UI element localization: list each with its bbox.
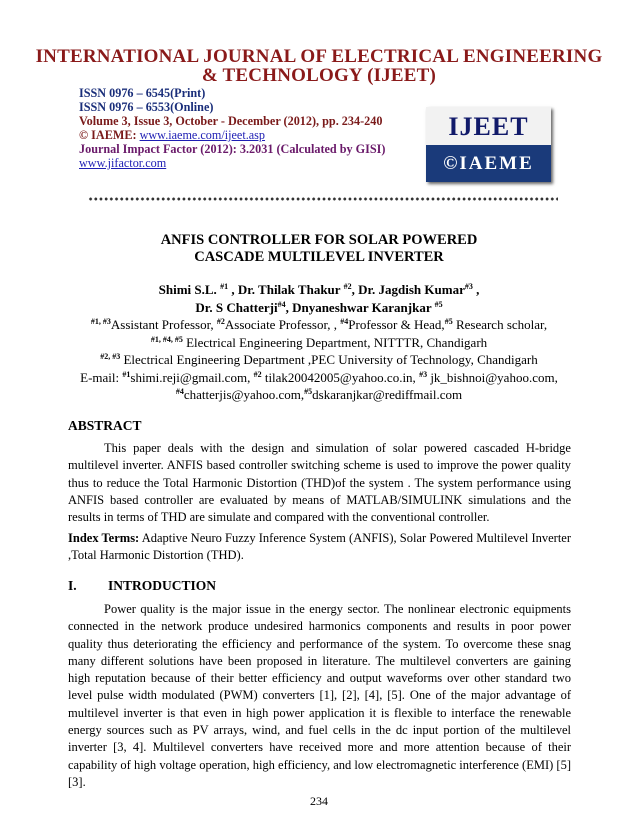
authors-line2: Dr. S Chatterji$^{\#4}$, Dnyaneshwar Karanjkar $^{\#5}$: [195, 299, 443, 315]
index-terms-text: Adaptive Neuro Fuzzy Inference System (ANFIS), Solar Powered Multilevel Inverter ,Total Harmonic Distortion (THD).: [68, 531, 572, 563]
jifactor-link[interactable]: www.jifactor.com: [79, 156, 167, 170]
author-block: [40, 281, 598, 404]
logo-top-text: IJEET: [426, 107, 551, 145]
affiliation-line1: $^{\#1, \#3}$Assistant Professor, $^{\#2}$Associate Professor, , $^{\#4}$Professor & Head,$^{\#5}$ Research scholar,: [90, 317, 548, 332]
iaeme-link[interactable]: www.iaeme.com/ijeet.asp: [139, 128, 266, 142]
email-line1: E-mail: $^{\#1}$shimi.reji@gmail.com, $^{\#2}$ tilak20042005@yahoo.co.in, $^{\#3}$ jk_bishnoi@yahoo.com,: [80, 369, 558, 385]
journal-title-line1: INTERNATIONAL JOURNAL OF ELECTRICAL ENGINEERING: [35, 46, 603, 67]
impact-factor: Journal Impact Factor (2012): 3.2031 (Calculated by GISI): [79, 142, 386, 156]
iaeme-label: © IAEME:: [79, 128, 137, 142]
section-title: INTRODUCTION: [108, 578, 217, 593]
authors-line1: Shimi S.L. $^{\#1}$ , Dr. Thilak Thakur $^{\#2}$, Dr. Jagdish Kumar$^{\#3}$ ,: [158, 282, 480, 297]
issn-print: ISSN 0976 – 6545(Print): [79, 86, 206, 100]
ijeet-logo: [426, 107, 551, 182]
paper-title-line2: CASCADE MULTILEVEL INVERTER: [194, 249, 444, 265]
dotted-divider: [88, 197, 558, 201]
logo-bottom-text: ©IAEME: [443, 153, 534, 174]
affiliation-line3: $^{\#2, \#3}$ Electrical Engineering Department ,PEC University of Technology, Chandigarh: [100, 352, 538, 367]
email-line2: $^{\#4}$chatterjis@yahoo.com,$^{\#5}$dskaranjkar@rediffmail.com: [175, 387, 463, 402]
section-number: I.: [68, 578, 77, 593]
paper-title: [0, 232, 638, 266]
journal-meta: [79, 86, 385, 170]
page-number: 234: [310, 794, 328, 808]
iaeme-line: [79, 128, 385, 142]
index-terms: [68, 530, 571, 565]
journal-title: [0, 47, 638, 85]
volume-info: Volume 3, Issue 3, October - December (2012), pp. 234-240: [79, 114, 383, 128]
affiliation-line2: $^{\#1, \#4, \#5}$ Electrical Engineering Department, NITTTR, Chandigarh: [150, 334, 488, 350]
abstract-text: This paper deals with the design and simulation of solar powered cascaded H-bridge multilevel inverter. ANFIS based controller switching scheme is used to improve the power quality thus to reduce the Total Harmonic Distortion (THD)of the system . The system performance using ANFIS based controller are evaluated by means of MATLAB/SIMULINK simulations and the results in terms of THD are simulate and compared with the conventional controller.: [68, 441, 571, 525]
issn-online: ISSN 0976 – 6553(Online): [79, 100, 214, 114]
introduction-text: Power quality is the major issue in the energy sector. The nonlinear electronic equipments connected in the network produce undesired harmonics components and results in poor power quality thus deteriorating the efficiency and performance of the system. To overcome these snag many different solutions have been proposed in literature. The multilevel converters are gaining high reputation because of their better efficiency and output waveforms over other standard two level pulse width modulated (PWM) converters [1], [2], [4], [5]. One of the major advantage of multilevel inverter is that even in high power application it is flexible to interface the renewable energy sources such as PV arrays, wind, and fuel cells in the dc input portion of the multilevel inverter [3, 4]. Multilevel converters have received more and more attention because of their capability of high voltage operation, high efficiency, and low electromagnetic interference (EMI) [5][3].: [68, 602, 571, 789]
abstract-heading: ABSTRACT: [68, 418, 142, 433]
paper-title-line1: ANFIS CONTROLLER FOR SOLAR POWERED: [160, 232, 478, 248]
journal-title-line2: & TECHNOLOGY (IJEET): [201, 65, 437, 86]
index-terms-label: Index Terms:: [68, 531, 140, 545]
